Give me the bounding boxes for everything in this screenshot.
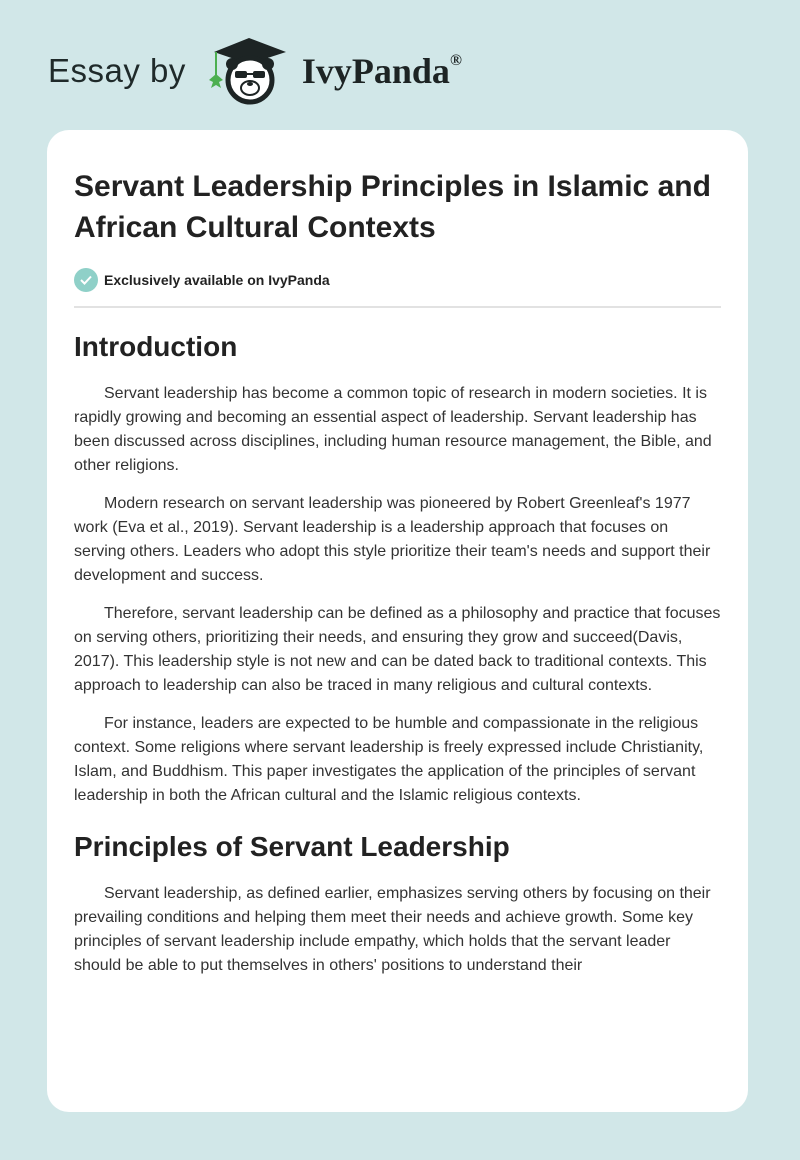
essay-title: Servant Leadership Principles in Islamic and African Cultural Contexts (74, 170, 711, 244)
ivypanda-logo-icon[interactable] (204, 36, 294, 106)
essay-card (47, 130, 748, 1112)
exclusive-badge (74, 268, 721, 308)
paragraph: Modern research on servant leadership was pioneered by Robert Greenleaf's 1977 work (Eva et al., 2019). Servant leadership is a leadership approach that focuses on serving others. Leaders who adopt this style prioritize their team's needs and support their development and success. (74, 495, 711, 584)
paragraph: Servant leadership has become a common topic of research in modern societies. It is rapidly growing and becoming an essential aspect of leadership. Servant leadership has been discussed across disciplines, including human resource management, the Bible, and other religions. (74, 385, 712, 474)
site-header (48, 36, 462, 106)
paragraph: Therefore, servant leadership can be defined as a philosophy and practice that focuses on serving others, prioritizing their needs, and ensuring they grow and succeed(Davis, 2017). This leadership style is not new and can be dated back to traditional contexts. This approach to leadership can also be traced in many religious and cultural contexts. (74, 605, 721, 694)
section-heading: Principles of Servant Leadership (74, 831, 510, 862)
paragraph: Servant leadership, as defined earlier, emphasizes serving others by focusing on their prevailing conditions and helping them meet their needs and achieve growth. Some key principles of servant leadership include empathy, which holds that the servant leader should be able to put themselves in others' positions to understand their (74, 885, 711, 974)
essay-by-label: Essay by (48, 52, 186, 89)
brand-name: IvyPanda® (301, 51, 462, 91)
paragraph: For instance, leaders are expected to be humble and compassionate in the religious context. Some religions where servant leadership is freely expressed include Christianity, Islam, and Buddhism. This paper investigates the application of the principles of servant leadership in both the African cultural and the Islamic religious contexts. (74, 715, 704, 804)
exclusive-label: Exclusively available on IvyPanda (104, 272, 330, 288)
section-heading: Introduction (74, 331, 238, 362)
check-icon (74, 268, 98, 292)
